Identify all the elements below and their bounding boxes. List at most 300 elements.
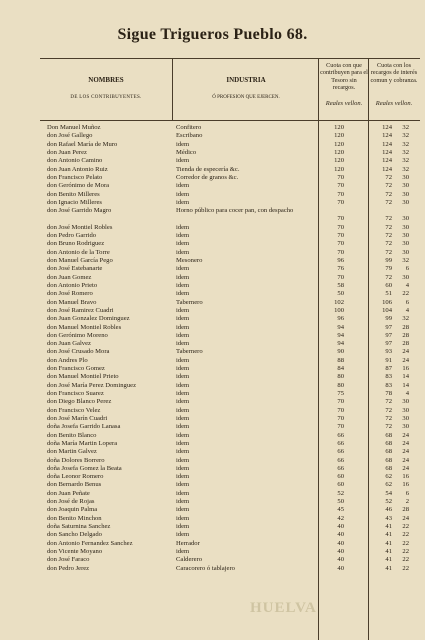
cuota-recargos-reales: 97 [385, 331, 392, 339]
cuota-tesoro: 88 [337, 356, 344, 364]
occupation: idem [176, 182, 190, 190]
unit-label: Reales vellon. [325, 100, 363, 107]
occupation: idem [176, 390, 190, 397]
occupation: idem [176, 140, 190, 148]
cuota-recargos-reales: 72 [385, 398, 392, 406]
cuota-tesoro: 70 [337, 240, 344, 248]
occupation: idem [176, 232, 190, 240]
cuota-tesoro: 70 [337, 190, 344, 198]
contributor-name: don Antonio Fernandez Sanchez [47, 539, 133, 547]
contributor-name: don Juan Perez [47, 148, 87, 156]
cuota-tesoro: 70 [337, 223, 344, 231]
cuota-recargos-reales: 60 [385, 281, 392, 289]
occupation: idem [176, 198, 190, 206]
occupation: idem [176, 431, 190, 439]
occupation: idem [176, 498, 190, 506]
cuota-recargos-reales: 97 [385, 340, 392, 348]
cuota-tesoro: 42 [337, 514, 344, 522]
contributor-name: doña Saturnina Sanchez [47, 523, 111, 530]
occupation: idem [176, 365, 190, 373]
cuota-recargos-reales: 72 [385, 406, 392, 414]
cuota-recargos-reales: 83 [385, 381, 392, 389]
occupation: Confitero [176, 124, 202, 131]
cuota-recargos-maravedis: 28 [402, 323, 409, 331]
table-row [0, 274, 425, 282]
cuota-recargos-maravedis: 30 [402, 190, 409, 198]
cuota-tesoro: 40 [337, 556, 344, 564]
occupation: Caracorero ó tablajero [176, 564, 235, 572]
cuota-recargos-maravedis: 22 [402, 523, 409, 530]
table-row [0, 166, 425, 174]
contributor-name: don José Marín Cuadri [47, 414, 108, 422]
occupation: idem [176, 464, 190, 472]
occupation: idem [176, 373, 190, 381]
cuota-recargos-reales: 72 [385, 223, 392, 231]
occupation: Horno público para cocer pan, con despacho [176, 207, 294, 215]
contributor-name: don Joaquin Palma [47, 506, 98, 514]
cuota-recargos-reales: 87 [385, 365, 392, 373]
contributor-name: doña Leonor Romero [47, 473, 104, 481]
cuota-tesoro: 70 [337, 406, 344, 414]
cuota-tesoro: 52 [337, 489, 344, 497]
occupation: idem [176, 281, 190, 289]
table-row [0, 249, 425, 257]
cuota-tesoro: 100 [334, 306, 344, 314]
cuota-recargos-reales: 104 [382, 306, 392, 314]
cuota-recargos-reales: 41 [385, 531, 392, 539]
cuota-recargos-maravedis: 30 [402, 215, 409, 223]
header-industria: INDUSTRIA [226, 76, 266, 84]
cuota-tesoro: 120 [334, 132, 344, 140]
table-row [0, 348, 425, 356]
contributor-name: don Rafael María de Muro [47, 140, 118, 148]
contributor-name: don José Garrido Magro [47, 207, 112, 215]
contributor-name: don Pedro Garrido [47, 232, 97, 240]
cuota-recargos-maravedis: 32 [402, 132, 409, 140]
table-row [0, 191, 425, 199]
contributor-name: don Juan Gomez [47, 273, 92, 281]
contributor-name: don José de Rojas [47, 498, 95, 506]
cuota-recargos-reales: 41 [385, 547, 392, 555]
cuota-recargos-reales: 124 [382, 148, 392, 156]
contributors-table [0, 124, 425, 573]
cuota-recargos-reales: 72 [385, 423, 392, 431]
cuota-recargos-maravedis: 32 [402, 140, 409, 148]
cuota-recargos-reales: 72 [385, 198, 392, 206]
contributor-name: don Antonio Prieto [47, 281, 98, 289]
contributor-name: don Bruno Rodriguez [47, 240, 105, 248]
cuota-recargos-maravedis: 30 [402, 182, 409, 190]
cuota-recargos-maravedis: 2 [405, 498, 409, 506]
occupation: idem [176, 157, 190, 165]
cuota-recargos-maravedis: 24 [402, 464, 409, 472]
table-row [0, 357, 425, 365]
table-row [0, 523, 425, 531]
cuota-recargos-reales: 62 [385, 481, 392, 489]
contributor-name: doña Josefa Gomez la Beata [47, 464, 122, 472]
occupation: idem [176, 340, 190, 348]
cuota-tesoro: 76 [337, 265, 344, 273]
contributor-name: don Bernardo Benus [47, 481, 102, 489]
cuota-recargos-maravedis: 6 [405, 489, 409, 497]
contributor-name: don Juan Galvez [47, 340, 91, 348]
cuota-tesoro: 66 [337, 448, 344, 456]
header-cuota-recargos: Cuota con los recargos de interés comun y cobranza. [370, 62, 418, 84]
table-row [0, 457, 425, 465]
cuota-recargos-maravedis: 28 [402, 331, 409, 339]
occupation: idem [176, 406, 190, 414]
header-bottom-rule [40, 120, 420, 121]
cuota-recargos-maravedis: 28 [402, 506, 409, 514]
occupation: Tienda de especería &c. [176, 165, 240, 173]
cuota-tesoro: 94 [337, 323, 344, 331]
table-row [0, 315, 425, 323]
cuota-recargos-maravedis: 22 [402, 290, 409, 298]
cuota-tesoro: 66 [337, 431, 344, 439]
occupation: idem [176, 356, 190, 364]
table-row [0, 240, 425, 248]
contributor-name: don Andres Plo [47, 356, 88, 364]
table-row [0, 398, 425, 406]
table-row [0, 548, 425, 556]
cuota-recargos-reales: 43 [385, 514, 392, 522]
contributor-name: don Francisco Gomez [47, 365, 105, 373]
table-row [0, 440, 425, 448]
occupation: Herrador [176, 539, 200, 547]
occupation: idem [176, 265, 190, 273]
cuota-recargos-maravedis: 4 [405, 281, 409, 289]
cuota-tesoro: 60 [337, 473, 344, 481]
cuota-recargos-maravedis: 30 [402, 240, 409, 248]
occupation: idem [176, 323, 190, 331]
cuota-recargos-reales: 72 [385, 232, 392, 240]
table-row [0, 498, 425, 506]
occupation: idem [176, 248, 190, 256]
occupation: idem [176, 523, 190, 530]
cuota-tesoro: 60 [337, 481, 344, 489]
cuota-recargos-reales: 41 [385, 523, 392, 530]
contributor-name: don Benito Blanco [47, 431, 97, 439]
occupation: Tabernero [176, 348, 203, 356]
cuota-tesoro: 40 [337, 539, 344, 547]
cuota-recargos-maravedis: 32 [402, 124, 409, 131]
occupation: Tabernero [176, 298, 203, 306]
cuota-recargos-maravedis: 30 [402, 232, 409, 240]
contributor-name: don José Ramirez Cuadri [47, 306, 114, 314]
cuota-recargos-maravedis: 30 [402, 273, 409, 281]
cuota-recargos-reales: 46 [385, 506, 392, 514]
cuota-recargos-maravedis: 32 [402, 257, 409, 264]
cuota-tesoro: 70 [337, 198, 344, 206]
table-row [0, 132, 425, 140]
contributor-name: don Gerónimo de Mora [47, 182, 110, 190]
cuota-recargos-maravedis: 24 [402, 431, 409, 439]
cuota-recargos-maravedis: 14 [402, 381, 409, 389]
cuota-tesoro: 70 [337, 173, 344, 181]
occupation: idem [176, 190, 190, 198]
cuota-recargos-maravedis: 24 [402, 448, 409, 456]
table-row [0, 307, 425, 315]
occupation: idem [176, 290, 190, 298]
table-row [0, 556, 425, 564]
contributor-name: don José Montiel Robles [47, 223, 113, 231]
cuota-recargos-reales: 72 [385, 182, 392, 190]
cuota-recargos-reales: 68 [385, 464, 392, 472]
contributor-name: don Antonio de la Torre [47, 248, 110, 256]
table-row [0, 282, 425, 290]
cuota-tesoro: 75 [337, 390, 344, 397]
cuota-tesoro: 40 [337, 547, 344, 555]
occupation: idem [176, 414, 190, 422]
cuota-tesoro: 80 [337, 373, 344, 381]
cuota-recargos-maravedis: 30 [402, 248, 409, 256]
table-row [0, 332, 425, 340]
occupation: Corredor de granos &c. [176, 173, 239, 181]
occupation: Escribano [176, 132, 203, 140]
cuota-recargos-maravedis: 22 [402, 539, 409, 547]
cuota-recargos-reales: 51 [385, 290, 392, 298]
cuota-recargos-maravedis: 4 [405, 306, 409, 314]
contributor-name: don José Crusado Mora [47, 348, 110, 356]
cuota-recargos-maravedis: 4 [405, 390, 409, 397]
occupation: idem [176, 315, 190, 323]
occupation: idem [176, 223, 190, 231]
occupation: idem [176, 439, 190, 447]
cuota-tesoro: 70 [337, 398, 344, 406]
table-row [0, 199, 425, 207]
table-row [0, 182, 425, 190]
table-row [0, 531, 425, 539]
occupation: idem [176, 398, 190, 406]
cuota-recargos-maravedis: 22 [402, 564, 409, 572]
cuota-tesoro: 120 [334, 157, 344, 165]
cuota-recargos-maravedis: 24 [402, 456, 409, 464]
contributor-name: don Ignacio Milleres [47, 198, 102, 206]
table-row [0, 290, 425, 298]
cuota-recargos-reales: 124 [382, 140, 392, 148]
table-row [0, 565, 425, 573]
cuota-recargos-reales: 83 [385, 373, 392, 381]
table-row [0, 215, 425, 223]
cuota-tesoro: 120 [334, 148, 344, 156]
cuota-recargos-reales: 54 [385, 489, 392, 497]
occupation: idem [176, 381, 190, 389]
contributor-name: don Pedro Jerez [47, 564, 90, 572]
table-row [0, 224, 425, 232]
cuota-recargos-reales: 124 [382, 124, 392, 131]
table-row [0, 141, 425, 149]
table-row [0, 490, 425, 498]
contributor-name: don Manuel Montiel Prieto [47, 373, 119, 381]
occupation: idem [176, 506, 190, 514]
cuota-recargos-reales: 52 [385, 498, 392, 506]
cuota-recargos-reales: 68 [385, 456, 392, 464]
cuota-tesoro: 80 [337, 381, 344, 389]
cuota-recargos-maravedis: 24 [402, 439, 409, 447]
cuota-tesoro: 70 [337, 232, 344, 240]
table-row [0, 232, 425, 240]
table-row [0, 540, 425, 548]
contributor-name: don José Gallego [47, 132, 93, 140]
header-top-rule [40, 58, 420, 59]
header-cuota-tesoro: Cuota con que contribuyen para el Tesoro sin recargos. [320, 62, 368, 91]
table-row [0, 299, 425, 307]
contributor-name: don Manuel Bravo [47, 298, 97, 306]
header-nombres: NOMBRES [88, 76, 124, 84]
cuota-recargos-maravedis: 16 [402, 365, 409, 373]
occupation: idem [176, 531, 190, 539]
cuota-recargos-maravedis: 30 [402, 414, 409, 422]
cuota-recargos-maravedis: 22 [402, 556, 409, 564]
cuota-tesoro: 94 [337, 340, 344, 348]
contributor-name: don Manuel Montiel Robles [47, 323, 122, 331]
cuota-recargos-reales: 97 [385, 323, 392, 331]
contributor-name: don Benito Milleres [47, 190, 100, 198]
cuota-tesoro: 40 [337, 531, 344, 539]
occupation: idem [176, 481, 190, 489]
contributor-name: doña Dolores Borrero [47, 456, 105, 464]
cuota-tesoro: 45 [337, 506, 344, 514]
cuota-tesoro: 70 [337, 182, 344, 190]
contributor-name: don Antonio Camino [47, 157, 103, 165]
cuota-tesoro: 70 [337, 215, 344, 223]
cuota-recargos-reales: 79 [385, 265, 392, 273]
table-row [0, 473, 425, 481]
contributor-name: don Diego Blanco Perez [47, 398, 112, 406]
table-row [0, 415, 425, 423]
cuota-recargos-reales: 124 [382, 165, 392, 173]
cuota-recargos-maravedis: 16 [402, 481, 409, 489]
cuota-tesoro: 120 [334, 140, 344, 148]
contributor-name: don Francisco Pelato [47, 173, 103, 181]
cuota-tesoro: 96 [337, 257, 344, 264]
cuota-tesoro: 40 [337, 523, 344, 530]
table-row [0, 432, 425, 440]
cuota-recargos-maravedis: 28 [402, 340, 409, 348]
cuota-recargos-maravedis: 30 [402, 423, 409, 431]
cuota-recargos-reales: 68 [385, 431, 392, 439]
table-row [0, 207, 425, 215]
cuota-recargos-reales: 72 [385, 190, 392, 198]
cuota-recargos-maravedis: 32 [402, 148, 409, 156]
cuota-tesoro: 70 [337, 273, 344, 281]
occupation: idem [176, 423, 190, 431]
cuota-recargos-reales: 62 [385, 473, 392, 481]
cuota-recargos-maravedis: 30 [402, 398, 409, 406]
cuota-recargos-maravedis: 32 [402, 157, 409, 165]
header-divider [172, 58, 173, 120]
cuota-recargos-maravedis: 14 [402, 373, 409, 381]
contributor-name: don Sancho Delgado [47, 531, 102, 539]
occupation: idem [176, 448, 190, 456]
occupation: idem [176, 514, 190, 522]
cuota-tesoro: 120 [334, 165, 344, 173]
cuota-tesoro: 50 [337, 290, 344, 298]
cuota-tesoro: 70 [337, 248, 344, 256]
cuota-recargos-reales: 72 [385, 273, 392, 281]
cuota-recargos-reales: 72 [385, 414, 392, 422]
cuota-tesoro: 120 [334, 124, 344, 131]
contributor-name: don Martin Galvez [47, 448, 97, 456]
cuota-recargos-reales: 68 [385, 448, 392, 456]
contributor-name: don Juan Gonzalez Dominguez [47, 315, 130, 323]
contributor-name: don José Estebanarte [47, 265, 103, 273]
contributor-name: don Benito Minchon [47, 514, 102, 522]
contributor-name: don José Romero [47, 290, 93, 298]
cuota-recargos-maravedis: 16 [402, 473, 409, 481]
cuota-recargos-maravedis: 32 [402, 315, 409, 323]
cuota-tesoro: 66 [337, 439, 344, 447]
occupation: idem [176, 240, 190, 248]
occupation: Médico [176, 148, 197, 156]
table-row [0, 340, 425, 348]
cuota-recargos-maravedis: 22 [402, 531, 409, 539]
cuota-tesoro: 102 [334, 298, 344, 306]
cuota-recargos-maravedis: 24 [402, 356, 409, 364]
table-row [0, 365, 425, 373]
cuota-recargos-reales: 72 [385, 248, 392, 256]
cuota-tesoro: 94 [337, 331, 344, 339]
contributor-name: doña María Martin Lopera [47, 439, 118, 447]
cuota-recargos-reales: 93 [385, 348, 392, 356]
table-row [0, 506, 425, 514]
occupation: idem [176, 473, 190, 481]
cuota-tesoro: 70 [337, 423, 344, 431]
cuota-recargos-reales: 41 [385, 564, 392, 572]
unit-label: Reales vellon. [375, 100, 413, 107]
cuota-recargos-maravedis: 30 [402, 198, 409, 206]
cuota-recargos-reales: 106 [382, 298, 392, 306]
contributor-name: don José María Perez Dominguez [47, 381, 136, 389]
cuota-tesoro: 58 [337, 281, 344, 289]
contributor-name: doña Josefa Garrido Lanasa [47, 423, 121, 431]
cuota-recargos-reales: 78 [385, 390, 392, 397]
cuota-recargos-maravedis: 32 [402, 165, 409, 173]
contributor-name: don Gerónimo Moreno [47, 331, 108, 339]
table-row [0, 448, 425, 456]
cuota-recargos-maravedis: 30 [402, 173, 409, 181]
occupation: idem [176, 456, 190, 464]
table-row [0, 149, 425, 157]
contributor-name: don José Faraco [47, 556, 90, 564]
header-profesion: Ó PROFESION QUE EJERCEN. [212, 95, 280, 100]
cuota-recargos-reales: 41 [385, 556, 392, 564]
contributor-name: don Manuel García Pego [47, 257, 113, 264]
occupation: Mesonero [176, 257, 203, 264]
contributor-name: don Francisco Suarez [47, 390, 104, 397]
occupation: idem [176, 331, 190, 339]
table-row [0, 174, 425, 182]
cuota-recargos-maravedis: 24 [402, 348, 409, 356]
cuota-recargos-reales: 72 [385, 240, 392, 248]
occupation: idem [176, 489, 190, 497]
table-row [0, 515, 425, 523]
contributor-name: don Juan Antonio Ruiz [47, 165, 108, 173]
cuota-recargos-reales: 124 [382, 132, 392, 140]
cuota-recargos-reales: 91 [385, 356, 392, 364]
cuota-tesoro: 84 [337, 365, 344, 373]
archive-watermark: HUELVA [250, 600, 317, 616]
table-row [0, 423, 425, 431]
table-row [0, 324, 425, 332]
contributor-name: don Vicente Moyano [47, 547, 103, 555]
cuota-tesoro: 40 [337, 564, 344, 572]
table-row [0, 373, 425, 381]
table-row [0, 157, 425, 165]
table-row [0, 390, 425, 398]
cuota-recargos-reales: 99 [385, 257, 392, 264]
occupation: Calderero [176, 556, 202, 564]
